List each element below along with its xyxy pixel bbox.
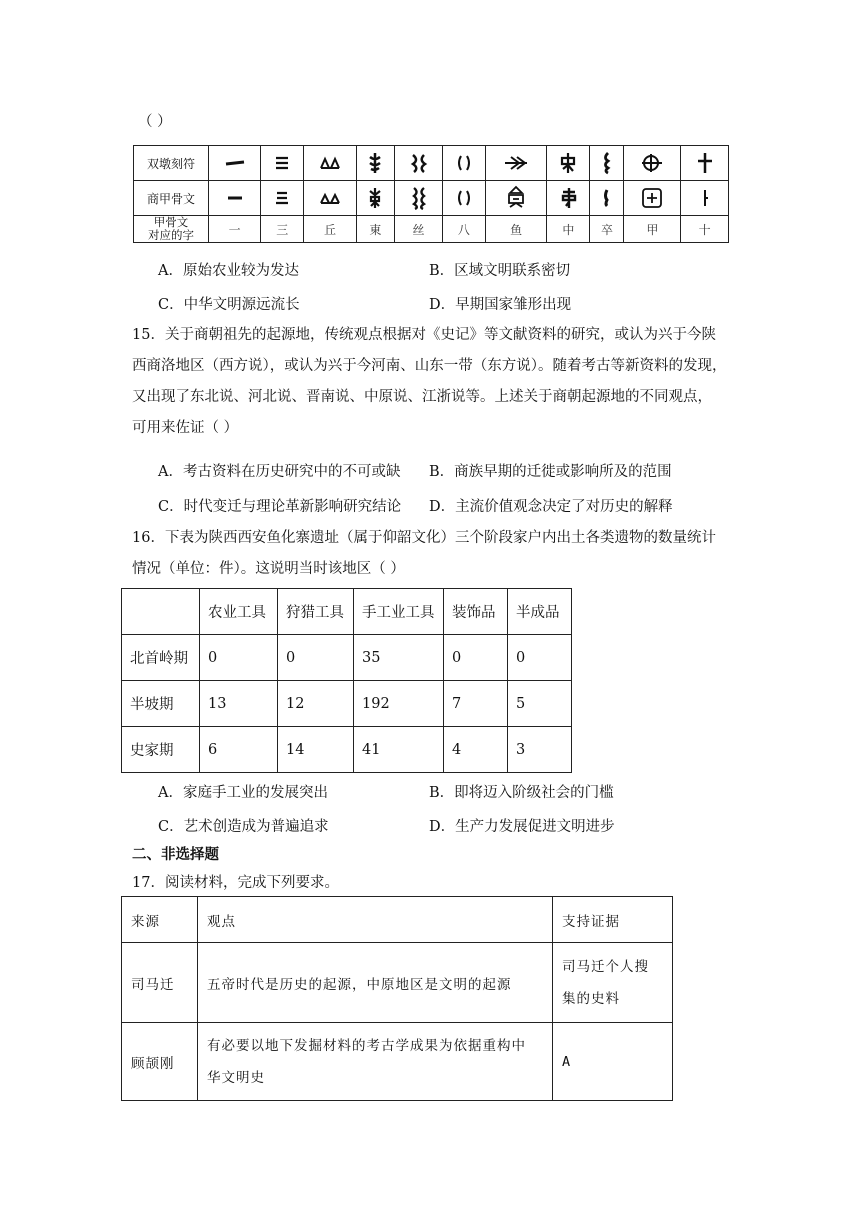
table-header-row [122,589,572,635]
evidence-line: 集的史料 [562,990,620,1007]
q15-option-d[interactable]: D．主流价值观念决定了对历史的解释 [429,499,673,515]
q14-option-a[interactable]: A．原始农业较为发达 [158,263,299,279]
table-header-cell: 农业工具 [200,589,278,635]
period-cell: 半坡期 [122,681,200,727]
q15-option-a[interactable]: A．考古资料在历史研究中的不可或缺 [158,464,401,480]
period-cell: 北首岭期 [122,635,200,681]
table-header-cell: 手工业工具 [354,589,444,635]
row-label-shang-oracle: 商甲骨文 [134,181,209,216]
glyph-cell [395,146,443,181]
evidence-cell[interactable]: A [553,1023,673,1101]
modern-char: 一 [209,216,261,243]
oracle-glyph-table [133,145,729,243]
glyph-cell [261,181,304,216]
q15-stem [132,320,727,444]
glyph-cell [304,146,356,181]
glyph-cell [485,146,546,181]
value-cell: 12 [278,681,354,727]
q15-option-b[interactable]: B．商族早期的迁徙或影响所及的范围 [429,464,672,480]
modern-char: 卒 [590,216,624,243]
table-header-cell: 观点 [198,897,553,943]
view-cell: 五帝时代是历史的起源，中原地区是文明的起源 [198,943,553,1023]
table-row [122,727,572,773]
glyph-cell [356,146,395,181]
table-header-row [122,897,673,943]
table-row [122,635,572,681]
q14-option-d[interactable]: D．早期国家雏形出现 [429,297,572,313]
table-header-cell: 来源 [122,897,198,943]
modern-char: 三 [261,216,304,243]
source-cell: 司马迁 [122,943,198,1023]
modern-char: 丘 [304,216,356,243]
q14-answer-bracket: （ ） [138,114,172,130]
row-label-shuangdun: 双墩刻符 [134,146,209,181]
table-header-cell: 半成品 [508,589,572,635]
glyph-cell [356,181,395,216]
value-cell: 7 [444,681,508,727]
q16-option-a[interactable]: A．家庭手工业的发展突出 [158,785,328,801]
q16-option-b[interactable]: B．即将迈入阶级社会的门槛 [429,785,614,801]
value-cell: 14 [278,727,354,773]
glyph-cell [547,181,590,216]
modern-char: 丝 [395,216,443,243]
glyph-cell [304,181,356,216]
source-cell: 顾颉刚 [122,1023,198,1101]
q15-stem-line: 西商洛地区（西方说），或认为兴于今河南、山东一带（东方说）。随着考古等新资料的发现， [132,358,727,374]
modern-char: 中 [547,216,590,243]
q16-stem [132,523,716,585]
glyph-cell [261,146,304,181]
value-cell: 13 [200,681,278,727]
modern-char: 鱼 [485,216,546,243]
value-cell: 0 [200,635,278,681]
q14-option-c[interactable]: C．中华文明源远流长 [158,297,300,313]
value-cell: 35 [354,635,444,681]
glyph-cell [485,181,546,216]
table-header-cell: 装饰品 [444,589,508,635]
modern-char: 十 [681,216,729,243]
value-cell: 0 [444,635,508,681]
value-cell: 6 [200,727,278,773]
viewpoint-table [121,896,673,1101]
q15-stem-line: 15．关于商朝祖先的起源地，传统观点根据对《史记》等文献资料的研究，或认为兴于今陕 [132,327,716,343]
q16-stem-line: 16．下表为陕西西安鱼化寨遗址（属于仰韶文化）三个阶段家户内出土各类遗物的数量统计 [132,530,716,546]
q15-stem-line: 又出现了东北说、河北说、晋南说、中原说、江浙说等。上述关于商朝起源地的不同观点， [132,389,712,405]
value-cell: 192 [354,681,444,727]
table-row [122,1023,673,1101]
glyph-cell [624,181,681,216]
q16-stem-line: 情况（单位：件）。这说明当时该地区（ ） [132,561,405,577]
glyph-cell [395,181,443,216]
q17-prompt: 17．阅读材料，完成下列要求。 [132,875,339,891]
table-header-cell [122,589,200,635]
table-row [122,943,673,1023]
view-line: 华文明史 [207,1069,265,1086]
view-cell [198,1023,553,1101]
glyph-cell [209,146,261,181]
period-cell: 史家期 [122,727,200,773]
glyph-cell [442,146,485,181]
q15-stem-line: 可用来佐证（ ） [132,420,239,436]
value-cell: 0 [508,635,572,681]
q16-option-d[interactable]: D．生产力发展促进文明进步 [429,819,615,835]
table-row [122,681,572,727]
value-cell: 41 [354,727,444,773]
glyph-cell [442,181,485,216]
modern-char: 八 [442,216,485,243]
glyph-cell [590,181,624,216]
glyph-cell [547,146,590,181]
row-label-line: 甲骨文 [153,215,189,229]
glyph-cell [590,146,624,181]
row-label-modern-char [134,216,209,243]
table-header-cell: 支持证据 [553,897,673,943]
value-cell: 3 [508,727,572,773]
q16-option-c[interactable]: C．艺术创造成为普遍追求 [158,819,329,835]
value-cell: 5 [508,681,572,727]
evidence-line: 司马迁个人搜 [562,958,649,975]
value-cell: 0 [278,635,354,681]
glyph-cell [681,181,729,216]
value-cell: 4 [444,727,508,773]
glyph-cell [681,146,729,181]
section-title: 二、非选择题 [132,846,219,863]
artifact-count-table [121,588,572,773]
row-label-line: 对应的字 [148,228,194,242]
glyph-cell [209,181,261,216]
q14-option-b[interactable]: B．区域文明联系密切 [429,263,571,279]
modern-char: 東 [356,216,395,243]
evidence-cell [553,943,673,1023]
glyph-cell [624,146,681,181]
modern-char: 甲 [624,216,681,243]
table-header-cell: 狩猎工具 [278,589,354,635]
q15-option-c[interactable]: C．时代变迁与理论革新影响研究结论 [158,499,402,515]
view-line: 有必要以地下发掘材料的考古学成果为依据重构中 [207,1037,526,1054]
